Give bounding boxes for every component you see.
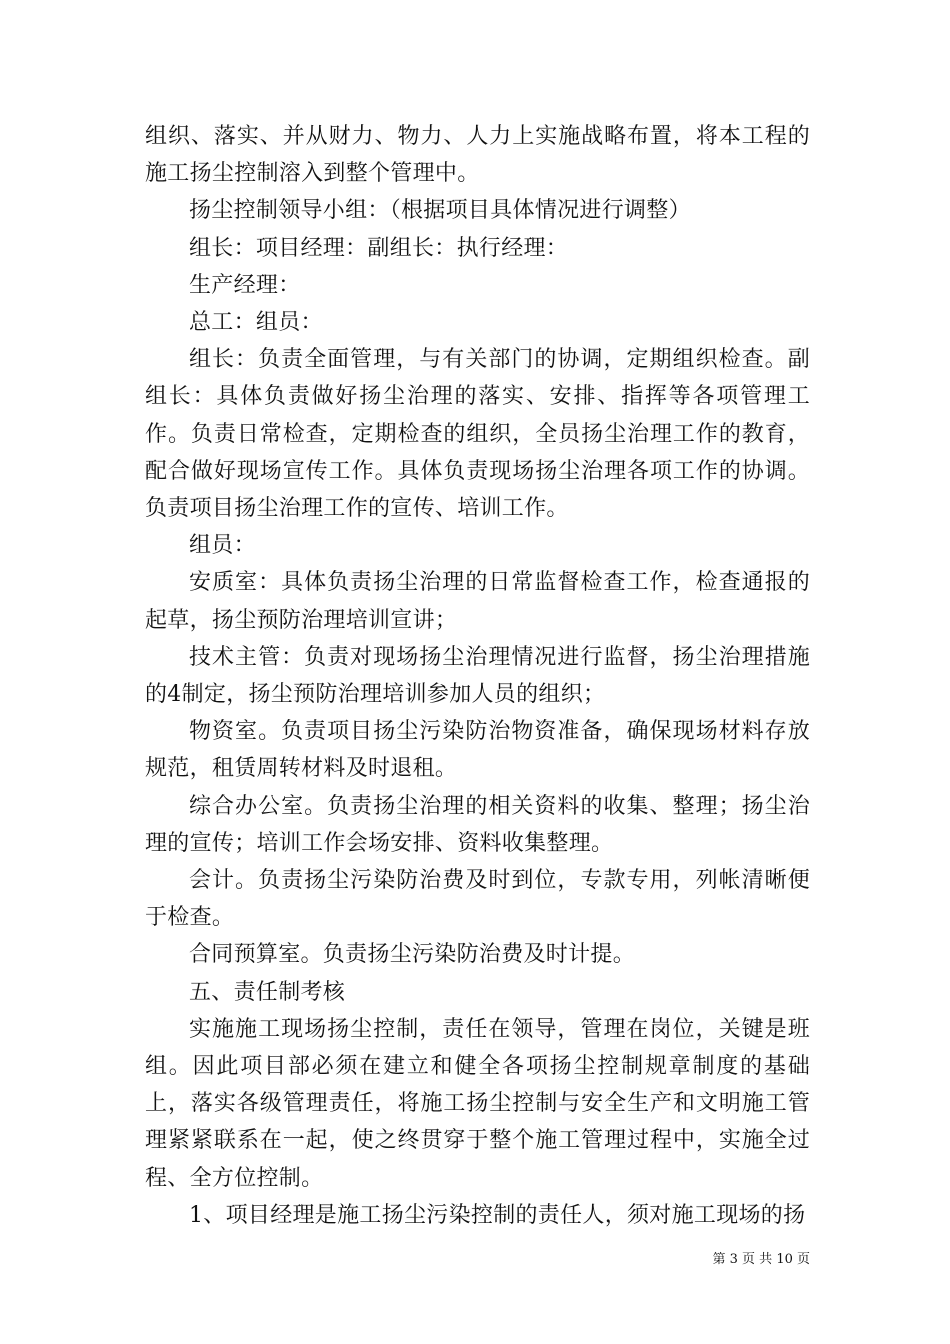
paragraph: 组织、落实、并从财力、物力、人力上实施战略布置，将本工程的施工扬尘控制溶入到整个管理中。 [145, 124, 810, 187]
page-number: 第 3 页 共 10 页 [712, 1252, 810, 1267]
paragraph: 组员： [189, 533, 256, 559]
paragraph: 生产经理： [189, 272, 301, 298]
paragraph: 组长：项目经理：副组长：执行经理： [189, 235, 569, 261]
paragraph: 合同预算室。负责扬尘污染防治费及时计提。 [189, 942, 636, 968]
section-heading: 五、责任制考核 [189, 979, 346, 1005]
paragraph: 组长：负责全面管理，与有关部门的协调，定期组织检查。副组长：具体负责做好扬尘治理的落实、安排、指挥等各项管理工作。负责日常检查，定期检查的组织，全员扬尘治理工作的教育，配合做好现场宣传工作。具体负责现场扬尘治理各项工作的协调。负责项目扬尘治理工作的宣传、培训工作。 [145, 347, 810, 522]
paragraph: 扬尘控制领导小组：（根据项目具体情况进行调整） [189, 198, 691, 224]
paragraph: 技术主管：负责对现场扬尘治理情况进行监督，扬尘治理措施的4制定，扬尘预防治理培训参加人员的组织； [145, 644, 810, 708]
paragraph: 会计。负责扬尘污染防治费及时到位，专款专用，列帐清晰便于检查。 [145, 868, 810, 931]
paragraph: 实施施工现场扬尘控制，责任在领导，管理在岗位，关键是班组。因此项目部必须在建立和健全各项扬尘控制规章制度的基础上，落实各级管理责任，将施工扬尘控制与安全生产和文明施工管理紧紧联系在一起，使之终贯穿于整个施工管理过程中，实施全过程、全方位控制。 [145, 1016, 810, 1191]
paragraph: 总工：组员： [189, 310, 323, 336]
paragraph: 综合办公室。负责扬尘治理的相关资料的收集、整理；扬尘治理的宣传；培训工作会场安排、资料收集整理。 [145, 793, 810, 856]
paragraph: 安质室：具体负责扬尘治理的日常监督检查工作，检查通报的起草，扬尘预防治理培训宣讲； [145, 570, 810, 633]
document-body [145, 118, 810, 1234]
paragraph: 物资室。负责项目扬尘污染防治物资准备，确保现场材料存放规范，租赁周转材料及时退租。 [145, 719, 810, 782]
paragraph: 1、项目经理是施工扬尘污染控制的责任人，须对施工现场的扬 [189, 1202, 806, 1228]
